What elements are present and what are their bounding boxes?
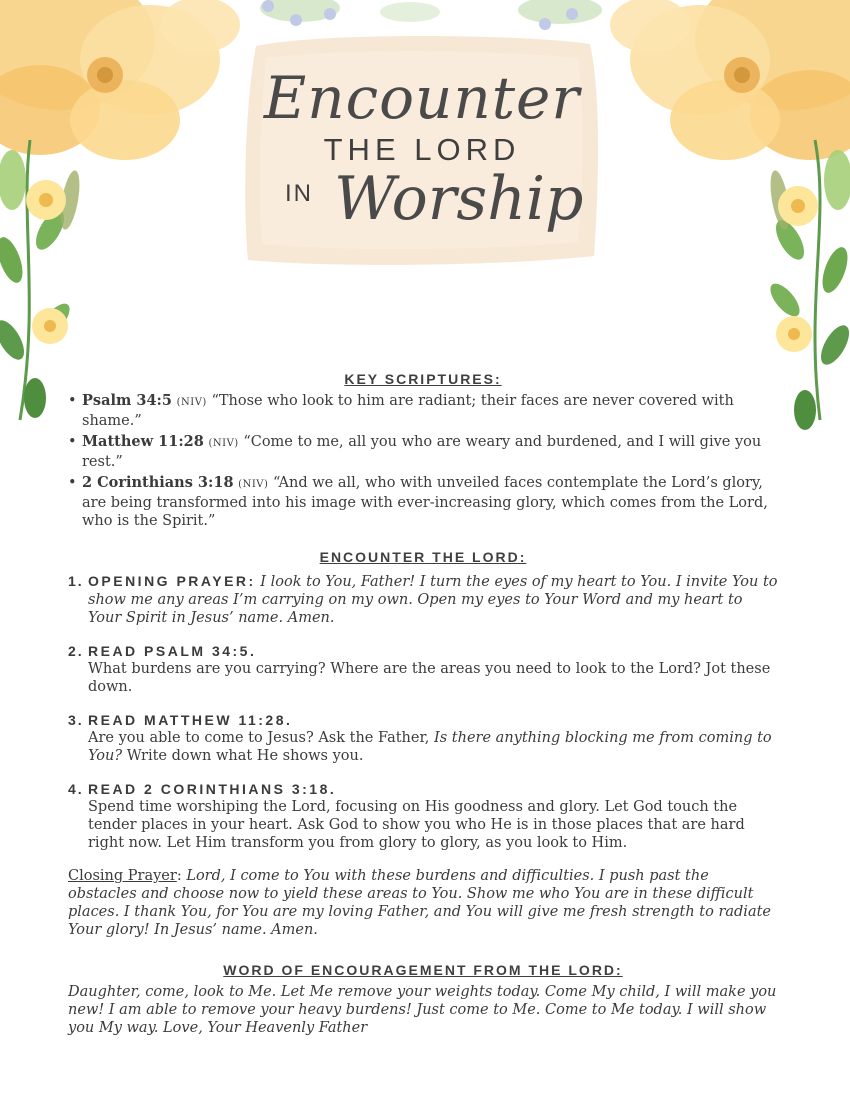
step-body-post: Write down what He shows you.	[126, 748, 364, 764]
scripture-ref: Matthew 11:28	[82, 433, 204, 450]
key-scriptures-heading: KEY SCRIPTURES:	[344, 371, 502, 387]
step-body: What burdens are you carrying? Where are the areas you need to look to the Lord? Jot these down.	[88, 661, 771, 695]
scripture-item	[68, 392, 778, 430]
step-heading: OPENING PRAYER:	[88, 573, 256, 589]
title-card	[242, 28, 602, 268]
title-the-lord: THE LORD	[323, 132, 521, 167]
step-body-italic: Is there anything blocking me from coming to You?	[88, 730, 772, 764]
closing-prayer-colon: :	[176, 868, 182, 884]
step-body: I look to You, Father! I turn the eyes of my heart to You. I invite You to show me any areas I’m carrying on my own. Open my eyes to Your Word and my heart to Your Spirit in Jesus’ name. Amen.	[88, 574, 778, 626]
left-flower-icon	[0, 0, 240, 160]
closing-prayer	[68, 867, 778, 939]
closing-prayer-text: Lord, I come to You with these burdens and difficulties. I push past the obstacles and choose now to yield these areas to You. Show me who You are in these difficult places. I thank You, for You are my loving Father, and You will give me fresh strength to radiate Your glory! In Jesus’ name. Amen.	[68, 868, 771, 938]
right-flower-icon	[610, 0, 850, 160]
step-number: 3.	[68, 712, 84, 728]
step-item	[68, 711, 778, 765]
step-heading: READ PSALM 34:5.	[88, 643, 257, 659]
encounter-heading: ENCOUNTER THE LORD:	[319, 549, 527, 565]
step-number: 2.	[68, 643, 84, 659]
title-encounter: Encounter	[263, 64, 581, 132]
encounter-steps	[68, 572, 778, 852]
scripture-ref: Psalm 34:5	[82, 392, 172, 409]
title-worship: Worship	[334, 164, 584, 234]
step-body	[88, 729, 778, 765]
step-body: Spend time worshiping the Lord, focusing on His goodness and glory. Let God touch the tender places in your heart. Ask God to show you who He is in those places that are hard right now. Let Him transform you from glory to glory, as you look to Him.	[88, 799, 745, 851]
step-item	[68, 780, 778, 852]
encouragement-heading: WORD OF ENCOURAGEMENT FROM THE LORD:	[223, 962, 623, 978]
step-number: 4.	[68, 781, 84, 797]
title-in: IN	[285, 180, 313, 207]
step-item	[68, 572, 778, 627]
scripture-ref: 2 Corinthians 3:18	[82, 474, 234, 491]
encouragement-text: Daughter, come, look to Me. Let Me remove your weights today. Come My child, I will make you new! I am able to remove your heavy burdens! Just come to Me. Come to Me today. I will show you My way. Love, Your Heavenly Father	[68, 984, 777, 1036]
step-number: 1.	[68, 573, 84, 589]
scripture-text: “Those who look to him are radiant; their faces are never covered with shame.”	[82, 393, 734, 429]
scripture-version: (NIV)	[208, 438, 239, 449]
scripture-text: “And we all, who with unveiled faces contemplate the Lord’s glory, are being transformed into his image with ever-increasing glory, which comes from the Lord, who is the Spirit.”	[82, 475, 768, 529]
main-content	[68, 370, 778, 1037]
step-heading: READ 2 CORINTHIANS 3:18.	[88, 781, 337, 797]
scripture-version: (NIV)	[176, 397, 207, 408]
closing-prayer-label: Closing Prayer	[68, 868, 177, 884]
scripture-version: (NIV)	[238, 479, 269, 490]
step-heading: READ MATTHEW 11:28.	[88, 712, 293, 728]
scripture-item	[68, 433, 778, 471]
step-body-pre: Are you able to come to Jesus? Ask the Father,	[88, 730, 430, 746]
step-item	[68, 642, 778, 696]
scripture-text: “Come to me, all you who are weary and burdened, and I will give you rest.”	[82, 434, 762, 470]
key-scriptures-list	[68, 392, 778, 530]
scripture-item	[68, 474, 778, 530]
